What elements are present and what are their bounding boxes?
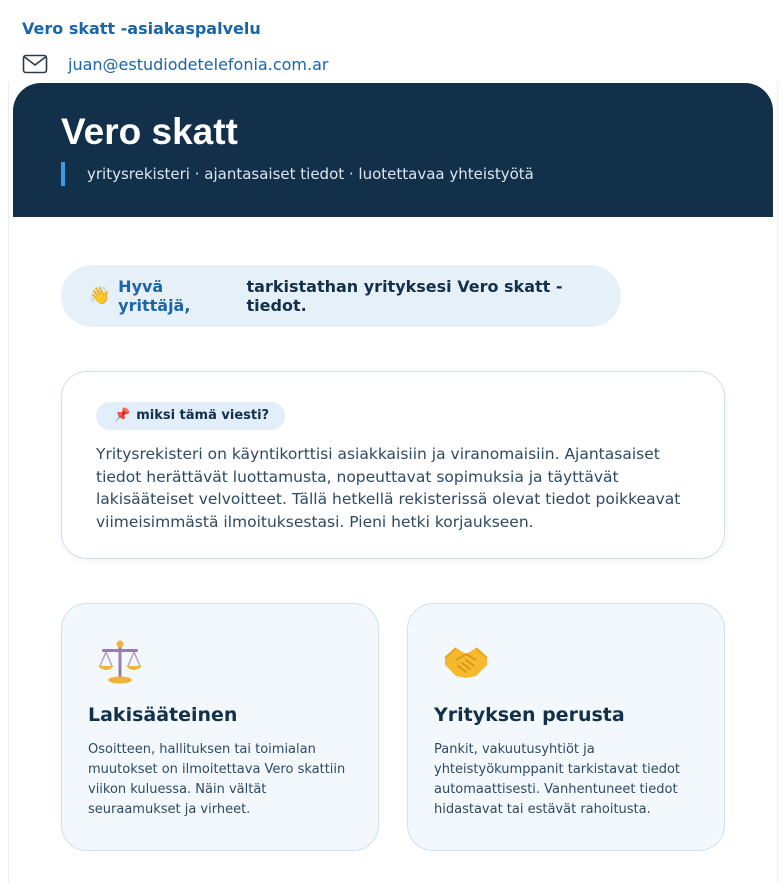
hero-title: Vero skatt [61,111,238,152]
greeting-text: tarkistathan yrityksesi Vero skatt -tiedot. [246,277,563,315]
hero-tagline: yritysrekisteri · ajantasaiset tiedot · luotettavaa yhteistyötä [61,162,534,186]
info-card-legal [61,603,379,851]
why-body-text: Yritysrekisteri on käyntikorttisi asiakkaisiin ja viranomaisiin. Ajantasaiset tiedot herättävät luottamusta, nopeuttavat sopimuksia ja täyttävät lakisääteiset velvoitteet. Tällä hetkellä rekisterissä olevat tiedot poikkeavat viimeisimmästä ilmoituksestasi. Pieni hetki korjaukseen. [96,445,681,531]
pushpin-icon: 📌 [114,408,131,423]
envelope-icon [22,54,48,74]
card-text: Pankit, vakuutusyhtiöt ja yhteistyökumppanit tarkistavat tiedot automaattisesti. Vanhentuneet tiedot hidastavat tai estävät rahoitusta. [434,742,681,817]
why-pill-label: miksi tämä viesti? [136,408,270,423]
card-text: Osoitteen, hallituksen tai toimialan muutokset on ilmoitettava Vero skattiin viikon kuluessa. Näin vältät seuraamukset ja virheet. [88,742,346,817]
card-title: Yrityksen perusta [434,704,625,726]
greeting-banner [61,265,621,327]
hero-banner [13,83,773,217]
waving-hand-icon: 👋 [89,286,111,306]
why-pill [96,402,285,430]
why-card [61,371,725,559]
sender-name[interactable]: Vero skatt -asiakaspalvelu [22,19,261,38]
greeting-highlight: Hyvä yrittäjä, [118,277,191,315]
info-card-foundation [407,603,725,851]
sender-row [22,52,328,76]
card-title: Lakisääteinen [88,704,238,726]
scales-icon [96,638,144,686]
handshake-icon [442,638,490,686]
sender-email[interactable]: juan@estudiodetelefonia.com.ar [68,54,329,74]
